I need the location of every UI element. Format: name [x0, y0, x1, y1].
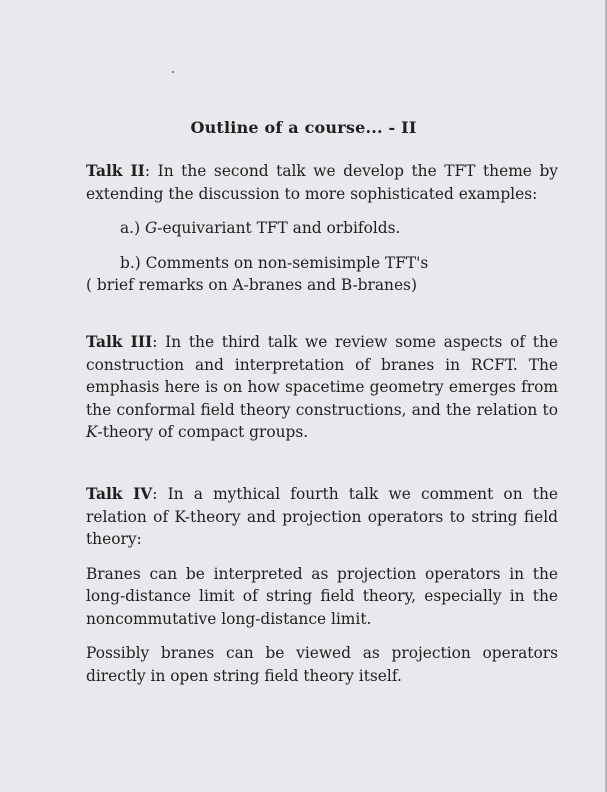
talk-iii-text-before: : In the third talk we review some aspects of the construction and interpretation of branes in RCFT. The emphasis here is on how spacetime geometry emerges from the conformal field theory constructions, and the relation to	[86, 333, 559, 419]
item-a-text: -equivariant TFT and orbifolds.	[157, 219, 401, 237]
talk-iii-label: Talk III	[86, 333, 153, 351]
spacer	[86, 240, 558, 252]
spacer	[86, 551, 558, 563]
talk-ii-intro-text: : In the second talk we develop the TFT theme by extending the discussion to more sophisticated examples:	[86, 162, 559, 203]
talk-ii-item-b: b.) Comments on non-semisimple TFT's	[120, 253, 429, 272]
spacer	[86, 630, 558, 642]
talk-iii-section	[86, 331, 558, 444]
scan-speck	[172, 71, 174, 73]
talk-iv-intro-text: : In a mythical fourth talk we comment on the relation of K-theory and projection operators to string field theory:	[86, 485, 558, 548]
page-title: Outline of a course... - II	[190, 118, 417, 137]
item-a-prefix: a.)	[120, 219, 145, 237]
talk-ii-intro	[86, 160, 558, 205]
talk-iv-intro	[86, 483, 558, 551]
talk-ii-section	[86, 160, 558, 297]
item-a-variable: G	[144, 219, 158, 237]
spacer	[86, 205, 558, 217]
talk-ii-label: Talk II	[86, 162, 145, 180]
talk-iv-label: Talk IV	[86, 485, 153, 503]
talk-ii-item-b-note: ( brief remarks on A-branes and B-branes)	[86, 276, 417, 294]
talk-iv-paragraph-1: Branes can be interpreted as projection operators in the long-distance limit of string field theory, especially in the noncommutative long-distance limit.	[86, 564, 558, 628]
talk-ii-item-a	[86, 217, 558, 240]
talk-iii-text-after: -theory of compact groups.	[97, 423, 309, 441]
talk-iv-paragraph-2: Possibly branes can be viewed as projection operators directly in open string field theory itself.	[86, 644, 558, 685]
talk-iv-section	[86, 483, 558, 687]
talk-iii-variable: K	[86, 423, 98, 441]
